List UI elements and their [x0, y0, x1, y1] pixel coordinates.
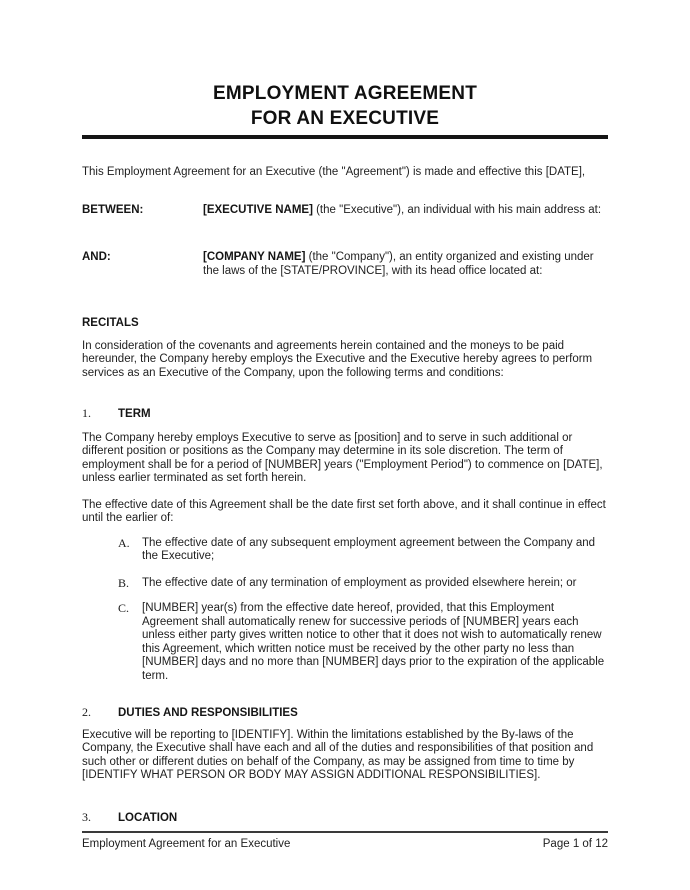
document-title-line2: FOR AN EXECUTIVE: [250, 108, 440, 129]
document-title-line1: EMPLOYMENT AGREEMENT: [212, 83, 478, 104]
page-footer: [82, 831, 608, 852]
recitals-paragraph: In consideration of the covenants and agreements herein contained and the moneys to be paid hereunder, the Company hereby employs the Executive and the Executive hereby agrees to perform services as an Executive of the Company, upon the following terms and conditions:: [82, 339, 593, 379]
document-title: [82, 0, 608, 131]
party-label-and: AND:: [82, 251, 111, 263]
section-number: 3.: [82, 809, 91, 824]
section-heading-location: [82, 811, 608, 826]
section-number: 1.: [82, 406, 91, 420]
party-label-between: BETWEEN:: [82, 203, 144, 216]
party-row-and: [82, 251, 608, 278]
company-name-placeholder: [COMPANY NAME]: [203, 251, 306, 263]
item-marker-b: B.: [118, 575, 130, 590]
section-title-duties: DUTIES AND RESPONSIBILITIES: [118, 707, 298, 719]
term-paragraph-1: The Company hereby employs Executive to serve as [position] and to serve in such additional or different position or positions as the Company may determine in its sole discretion. The term of employment shall be for a period of [NUMBER] years ("Employment Period") to commence on [DATE], unless earlier terminated as set forth herein.: [82, 431, 603, 484]
section-title-location: LOCATION: [118, 811, 178, 824]
party-description-text: (the "Company"), an entity organized and existing under the laws of the [STATE/PROVINCE], with its head office located at:: [203, 251, 594, 277]
section-heading-term: [82, 407, 608, 422]
item-text-c: [NUMBER] year(s) from the effective date hereof, provided, that this Employment Agreement shall automatically renew for successive periods of [NUMBER] years each unless either party gives written notice to other that it does not wish to automatically renew this Agreement, which written notice must be received by the other party no less than [NUMBER] days and no more than [NUMBER] days prior to the expiration of the applicable term.: [142, 602, 605, 682]
party-description-text: (the "Executive"), an individual with his main address at:: [312, 203, 602, 216]
party-description-and: [203, 251, 608, 278]
term-list-item-c: [82, 602, 608, 683]
document-content: [82, 0, 608, 825]
footer-document-name: Employment Agreement for an Executive: [82, 838, 291, 850]
section-heading-duties: [82, 706, 608, 721]
term-paragraph-2: The effective date of this Agreement shall be the date first set forth above, and it shall continue in effect until the earlier of:: [82, 498, 606, 524]
item-text-a: The effective date of any subsequent employment agreement between the Company and the Executive;: [142, 536, 596, 562]
footer-page-number: Page 1 of 12: [542, 838, 608, 850]
duties-paragraph: Executive will be reporting to [IDENTIFY]. Within the limitations established by the By-laws of the Company, the Executive shall have each and all of the duties and responsibilities of that position and such other or different duties on behalf of the Company, as may be assigned from time to time by [IDENTIFY WHAT PERSON OR BODY MAY ASSIGN ADDITIONAL RESPONSIBILITIES].: [82, 728, 594, 781]
section-title-term: TERM: [118, 408, 151, 420]
party-description-between: [203, 204, 608, 218]
item-marker-c: C.: [118, 601, 130, 615]
section-number: 2.: [82, 705, 91, 719]
term-list-item-b: [82, 577, 608, 591]
item-text-b: The effective date of any termination of employment as provided elsewhere herein; or: [142, 576, 577, 589]
title-divider-rule: [82, 135, 608, 139]
party-row-between: [82, 204, 608, 218]
item-marker-a: A.: [118, 535, 130, 550]
executive-name-placeholder: [EXECUTIVE NAME]: [203, 203, 313, 216]
term-list-item-a: [82, 537, 608, 564]
recitals-heading: RECITALS: [82, 317, 139, 329]
intro-paragraph: This Employment Agreement for an Executive (the "Agreement") is made and effective this [DATE],: [82, 166, 586, 178]
